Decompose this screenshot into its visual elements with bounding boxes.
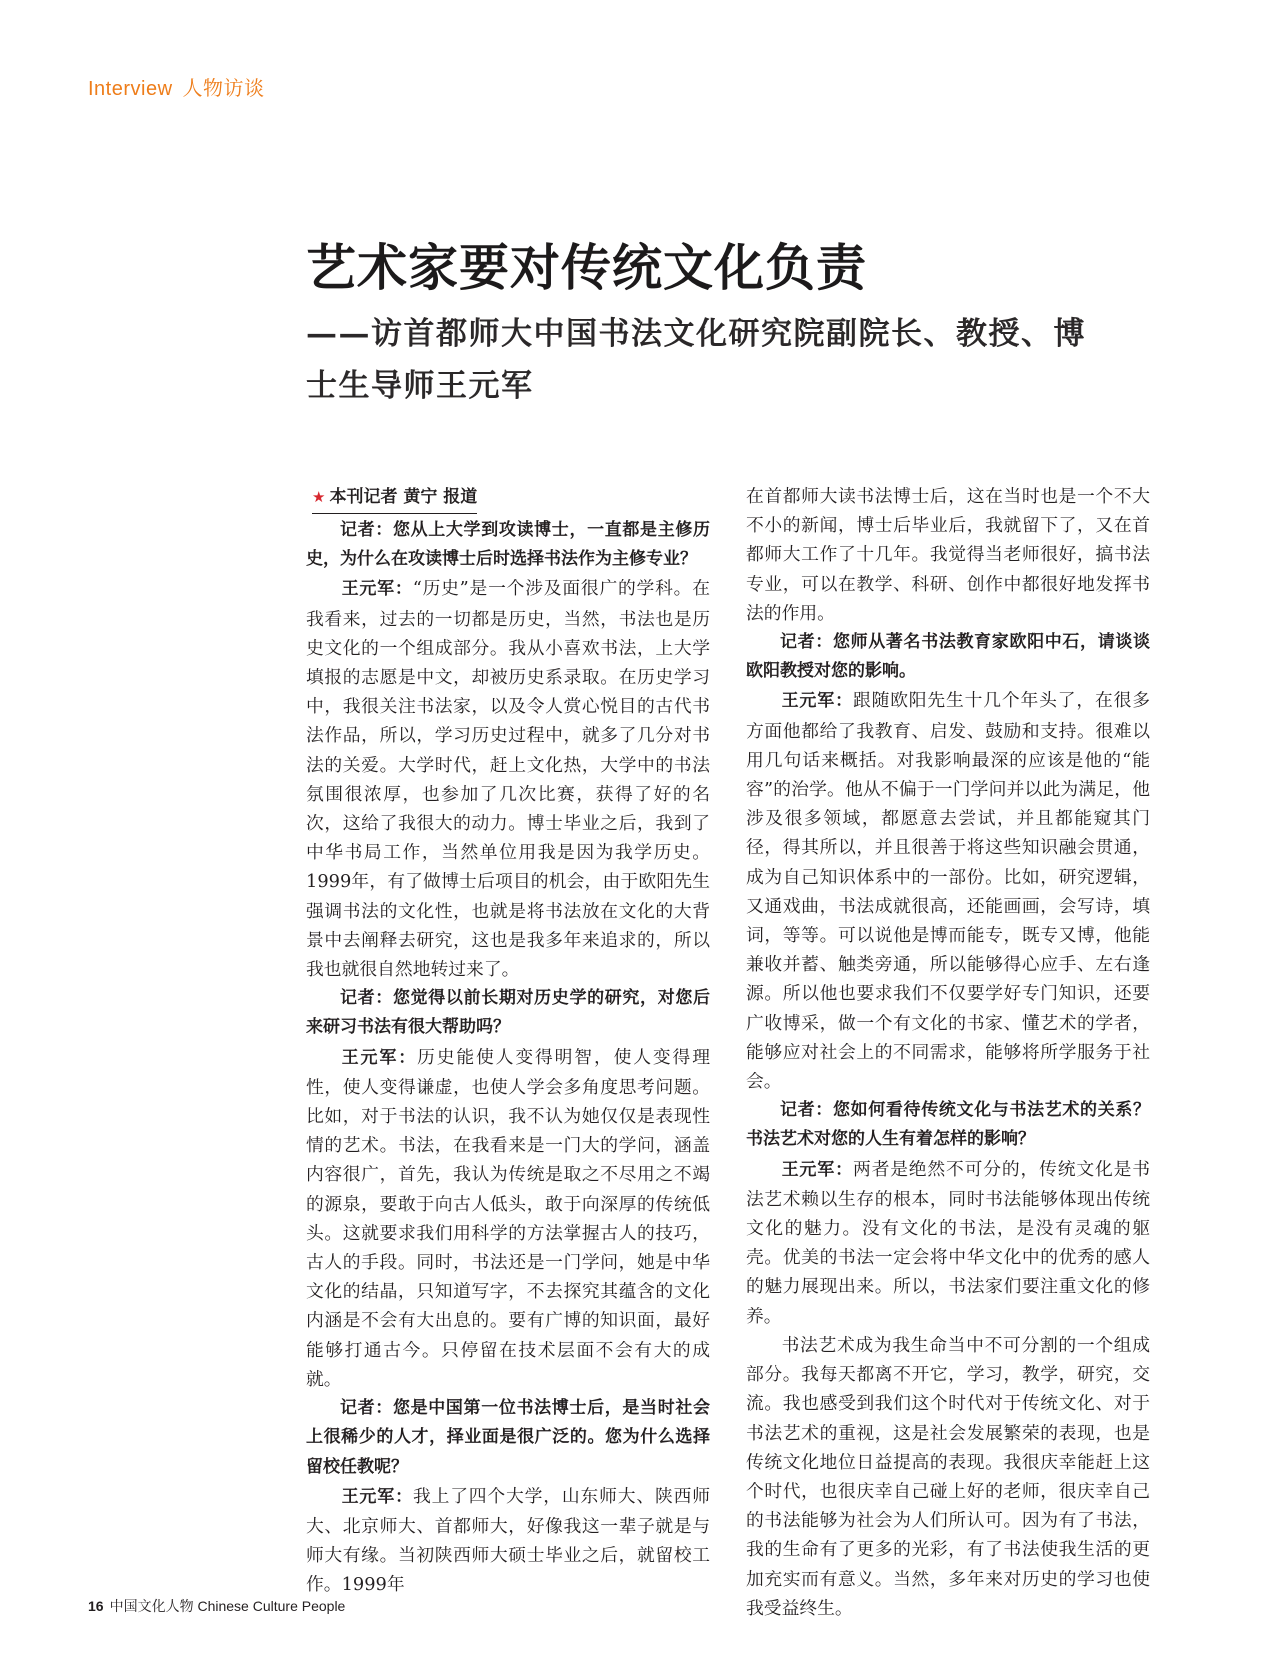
answer-1 [306, 574, 710, 984]
answer-3-text: 我上了四个大学，山东师大、陕西师大、北京师大、首都师大，好像我这一辈子就是与师大有缘。当初陕西师大硕士毕业之后，就留校工作。1999年 [306, 1485, 710, 1596]
question-2: 记者：您觉得以前长期对历史学的研究，对您后来研习书法有很大帮助吗？ [306, 988, 710, 1038]
section-label [88, 72, 265, 101]
question-3: 记者：您是中国第一位书法博士后，是当时社会上很稀少的人才，择业面是很广泛的。您为什么选择留校任教呢？ [306, 1398, 710, 1477]
page-number: 16 [88, 1598, 104, 1614]
byline [306, 482, 710, 514]
question-5: 记者：您如何看待传统文化与书法艺术的关系？书法艺术对您的人生有着怎样的影响？ [746, 1100, 1150, 1150]
question-4: 记者：您师从著名书法教育家欧阳中石，请谈谈欧阳教授对您的影响。 [746, 632, 1150, 682]
left-column [306, 482, 710, 1600]
answer-3 [306, 1482, 710, 1600]
speaker-label: 王元军： [781, 691, 853, 712]
answer-2-text: 历史能使人变得明智，使人变得理性，使人变得谦虚，也使人学会多角度思考问题。比如，对于书法的认识，我不认为她仅仅是表现性情的艺术。书法，在我看来是一门大的学问，涵盖内容很广，首先，我认为传统是取之不尽用之不竭的源泉，要敢于向古人低头，敢于向深厚的传统低头。这就要求我们用科学的方法掌握古人的技巧，古人的手段。同时，书法还是一门学问，她是中华文化的结晶，只知道写字，不去探究其蕴含的文化内涵是不会有大出息的。要有广博的知识面，最好能够打通古今。只停留在技术层面不会有大的成就。 [306, 1046, 710, 1390]
question-1: 记者：您从上大学到攻读博士，一直都是主修历史，为什么在攻读博士后时选择书法作为主修专业？ [306, 520, 710, 570]
article-subtitle: ——访首都师大中国书法文化研究院副院长、教授、博士生导师王元军 [306, 316, 1086, 404]
right-column [746, 482, 1150, 1623]
byline-text: 本刊记者 黄宁 报道 [329, 487, 478, 507]
answer-1-text: “历史”是一个涉及面很广的学科。在我看来，过去的一切都是历史，当然，书法也是历史文化的一个组成部分。我从小喜欢书法，上大学填报的志愿是中文，却被历史系录取。在历史学习中，我很关注书法家，以及令人赏心悦目的古代书法作品，所以，学习历史过程中，就多了几分对书法的关爱。大学时代，赶上文化热，大学中的书法氛围很浓厚，也参加了几次比赛，获得了好的名次，这给了我很大的动力。博士毕业之后，我到了中华书局工作，当然单位用我是因为我学历史。1999年，有了做博士后项目的机会，由于欧阳先生强调书法的文化性，也就是将书法放在文化的大背景中去阐释去研究，这也是我多年来追求的，所以我也就很自然地转过来了。 [306, 578, 711, 981]
answer-4 [746, 686, 1150, 1096]
answer-5 [746, 1155, 1150, 1331]
speaker-label: 王元军： [341, 579, 413, 600]
closing-paragraph: 书法艺术成为我生命当中不可分割的一个组成部分。我每天都离不开它，学习，教学，研究，交流。我也感受到我们这个时代对于传统文化、对于书法艺术的重视，这是社会发展繁荣的表现，也是传统文化地位日益提高的表现。我很庆幸能赶上这个时代，也很庆幸自己碰上好的老师，很庆幸自己的书法能够为社会为人们所认可。因为有了书法，我的生命有了更多的光彩，有了书法使我生活的更加充实而有意义。当然，多年来对历史的学习也使我受益终生。 [746, 1334, 1150, 1619]
answer-4-text: 跟随欧阳先生十几个年头了，在很多方面他都给了我教育、启发、鼓励和支持。很难以用几句话来概括。对我影响最深的应该是他的“能容”的治学。他从不偏于一门学问并以此为满足，他涉及很多领域，都愿意去尝试，并且都能窥其门径，得其所以，并且很善于将这些知识融会贯通，成为自己知识体系中的一部份。比如，研究逻辑，又通戏曲，书法成就很高，还能画画，会写诗，填词，等等。可以说他是博而能专，既专又博，他能兼收并蓄、触类旁通，所以能够得心应手、左右逢源。所以他也要求我们不仅要学好专门知识，还要广收博采，做一个有文化的书家、懂艺术的学者，能够应对社会上的不同需求，能够将所学服务于社会。 [746, 690, 1150, 1093]
magazine-name: 中国文化人物 Chinese Culture People [109, 1598, 346, 1614]
speaker-label: 王元军： [341, 1486, 413, 1507]
section-label-zh: 人物访谈 [182, 78, 265, 100]
answer-2 [306, 1043, 710, 1394]
star-icon: ★ [312, 488, 326, 506]
answer-5-text: 两者是绝然不可分的，传统文化是书法艺术赖以生存的根本，同时书法能够体现出传统文化的魅力。没有文化的书法，是没有灵魂的躯壳。优美的书法一定会将中华文化中的优秀的感人的魅力展现出来。所以，书法家们要注重文化的修养。 [746, 1158, 1150, 1327]
speaker-label: 王元军： [341, 1047, 418, 1068]
page-footer [88, 1596, 345, 1616]
section-label-en: Interview [88, 78, 173, 100]
article-title: 艺术家要对传统文化负责 [306, 239, 867, 297]
answer-3-continued: 在首都师大读书法博士后，这在当时也是一个不大不小的新闻，博士后毕业后，我就留下了，又在首都师大工作了十几年。我觉得当老师很好，搞书法专业，可以在教学、科研、创作中都很好地发挥书法的作用。 [746, 486, 1150, 624]
speaker-label: 王元军： [781, 1159, 853, 1180]
